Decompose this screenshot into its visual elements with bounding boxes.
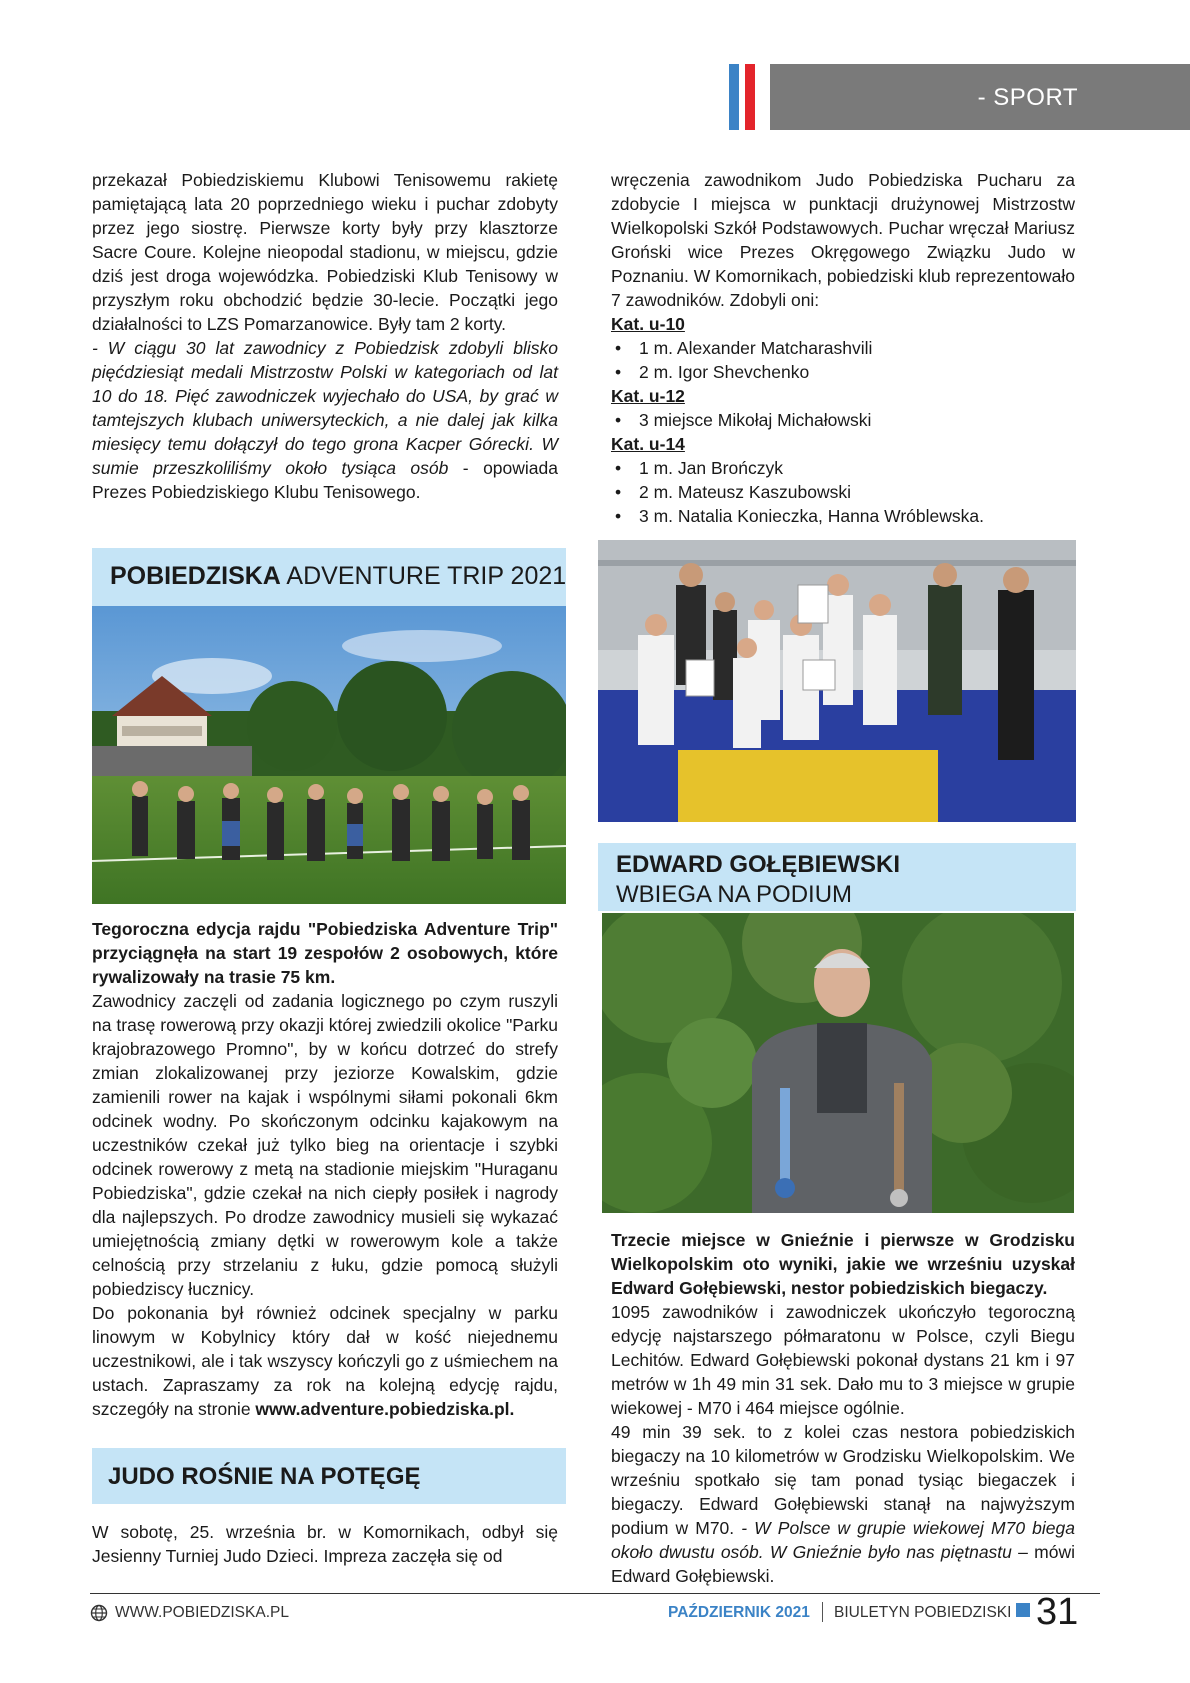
edward-article — [611, 1228, 1075, 1588]
category-list-u12 — [611, 408, 1075, 432]
footer-issue-date: PAŹDZIERNIK 2021 — [668, 1604, 810, 1621]
judo-title: JUDO ROŚNIE NA POTĘGĘ — [108, 1463, 421, 1490]
adventure-body-2-text: Do pokonania był również odcinek specjalny w parku linowym w Kobylnicy który dał w kość niejednemu uczestnikowi, ale i tak wszyscy kończyli go z uśmiechem na ustach. Zapraszamy za rok na kolejną edycję rajdu, szczegóły na stronie — [92, 1303, 558, 1419]
judo-body: W sobotę, 25. września br. w Komornikach, odbył się Jesienny Turniej Judo Dzieci. Impreza zaczęła się od — [92, 1522, 558, 1566]
judo-team-photo — [598, 540, 1076, 822]
adventure-title-bold: POBIEDZISKA — [110, 562, 281, 590]
footer-website[interactable]: WWW.POBIEDZISKA.PL — [115, 1604, 289, 1621]
edward-title-line-2: WBIEGA NA PODIUM — [616, 881, 853, 908]
edward-body-2-text: 49 min 39 sek. to z kolei czas nestora pobiedziskich biegaczy na 10 kilometrów w Grodzisku Wielkopolskim. We wrześniu spotkało się tam ponad tysiąc biegaczek i biegaczy. Edward Gołębiewski stanął na najwyższym podium w M70. — [611, 1422, 1075, 1538]
result-item: • 3 miejsce Mikołaj Michałowski — [611, 408, 1075, 432]
edward-lead: Trzecie miejsce w Gnieźnie i pierwsze w Grodzisku Wielkopolskim oto wyniki, jakie we wrześniu uzyskał Edward Gołębiewski, nestor pobiedziskich biegaczy. — [611, 1230, 1075, 1298]
edward-runner-photo — [602, 913, 1074, 1213]
adventure-website-link[interactable]: www.adventure.pobiedziska.pl. — [255, 1399, 515, 1419]
result-item: • 1 m. Alexander Matcharashvili — [611, 336, 1075, 360]
tennis-article-continuation — [92, 168, 558, 504]
adventure-team-photo — [92, 606, 566, 904]
category-label-u12: Kat. u-12 — [611, 386, 685, 406]
category-list-u10 — [611, 336, 1075, 384]
page-number: 31 — [1036, 1591, 1079, 1633]
category-label-u10: Kat. u-10 — [611, 314, 685, 334]
footer-separator — [822, 1602, 823, 1622]
footer-square-icon — [1016, 1603, 1030, 1617]
result-item: • 2 m. Igor Shevchenko — [611, 360, 1075, 384]
section-header-bar — [770, 64, 1190, 130]
header-stripe-red — [745, 64, 755, 130]
adventure-article — [92, 917, 558, 1421]
result-item: • 2 m. Mateusz Kaszubowski — [611, 480, 1075, 504]
edward-title-line-1: EDWARD GOŁĘBIEWSKI — [616, 851, 901, 878]
tennis-paragraph: przekazał Pobiedziskiemu Klubowi Tenisowemu rakietę pamiętającą lata 20 poprzedniego wieku i puchar zdobyty przez jego siostrę. Pierwsze korty były przy klasztorze Sacre Coure. Kolejne nieopodal stadionu, w miejscu, gdzie dziś jest droga wojewódzka. Pobiedziski Klub Tenisowy w przyszłym roku obchodzić będzie 30-lecie. Początki jego działalności to LZS Pomarzanowice. Były tam 2 korty. — [92, 170, 558, 334]
adventure-lead: Tegoroczna edycja rajdu "Pobiedziska Adventure Trip" przyciągnęła na start 19 zespołów 2 osobowych, które rywalizowały na trasie 75 km. — [92, 919, 558, 987]
category-list-u14 — [611, 456, 1075, 528]
edward-quote-attribution: – mówi Edward Gołębiewski. — [611, 1542, 1075, 1586]
judo-article — [92, 1520, 558, 1568]
result-item: • 1 m. Jan Brończyk — [611, 456, 1075, 480]
category-label-u14: Kat. u-14 — [611, 434, 685, 454]
section-label: - SPORT — [977, 84, 1078, 111]
tennis-quote-text: - W ciągu 30 lat zawodnicy z Pobiedzisk zdobyli blisko pięćdziesiąt medali Mistrzostw Polski w kategoriach od lat 10 do 18. Pięć zawodniczek wyjechało do USA, by grać w tamtejszych klubach uniwersyteckich, a nie dalej jak kilka miesięcy temu dołączył do tego grona Kacper Górecki. W sumie przeszkoliliśmy około tysiąca osób — [92, 338, 558, 478]
edward-body-1: 1095 zawodników i zawodniczek ukończyło tegoroczną edycję najstarszego półmaratonu w Polsce, czyli Biegu Lechitów. Edward Gołębiewski pokonał dystans 21 km i 97 metrów w 1h 49 min 31 sek. Dało mu to 3 miejsce w grupie wiekowej - M70 i 464 miejsce ogólnie. — [611, 1302, 1075, 1418]
adventure-body-2 — [92, 1301, 558, 1421]
judo-continuation-paragraph: wręczenia zawodnikom Judo Pobiedziska Pucharu za zdobycie I miejsca w punktacji drużynowej Mistrzostw Wielkopolski Szkół Podstawowych. Puchar wręczał Mariusz Groński wice Prezes Okręgowego Związku Judo w Poznaniu. W Komornikach, pobiedziski klub reprezentowało 7 zawodników. Zdobyli oni: — [611, 170, 1075, 310]
edward-section-title — [598, 843, 1076, 911]
adventure-body-1: Zawodnicy zaczęli od zadania logicznego po czym ruszyli na trasę rowerową przy okazji której zwiedzili okolice "Parku krajobrazowego Promno", by w końcu dotrzeć do strefy zmian zlokalizowanej przy jeziorze Kowalskim, gdzie zamienili rower na kajak i wspólnymi siłami pokonali 6km odcinek wodny. Po skończonym odcinku kajakowym na uczestników czekał już tylko bieg na orientacje i szybki odcinek rowerowy z metą na stadionie miejskim "Huraganu Pobiedziska", gdzie czekał na nich ciepły posiłek i nagrody dla najlepszych. Po drodze zawodnicy musieli się wykazać umiejętnością zmiany dętki w rowerowym kole a także celnością przy strzelaniu z łuku, gdzie pomocą służyli pobiedziscy łucznicy. — [92, 991, 558, 1299]
tennis-quote-attribution: - opowiada Prezes Pobiedziskiego Klubu Tenisowego. — [92, 458, 558, 502]
adventure-section-title — [92, 548, 566, 606]
footer-divider — [90, 1593, 1100, 1594]
tennis-quote — [92, 336, 558, 504]
result-item: • 3 m. Natalia Konieczka, Hanna Wróblewska. — [611, 504, 1075, 528]
header-stripe-blue — [729, 64, 739, 130]
globe-icon — [90, 1604, 108, 1622]
footer-publication: BIULETYN POBIEDZISKI — [834, 1604, 1012, 1621]
judo-article-continuation — [611, 168, 1075, 528]
edward-quote: - W Polsce w grupie wiekowej M70 biega około dwustu osób. W Gnieźnie było nas piętnastu — [611, 1518, 1075, 1562]
adventure-title-rest: ADVENTURE TRIP 2021 — [280, 562, 567, 590]
judo-section-title — [92, 1448, 566, 1504]
edward-body-2 — [611, 1420, 1075, 1588]
